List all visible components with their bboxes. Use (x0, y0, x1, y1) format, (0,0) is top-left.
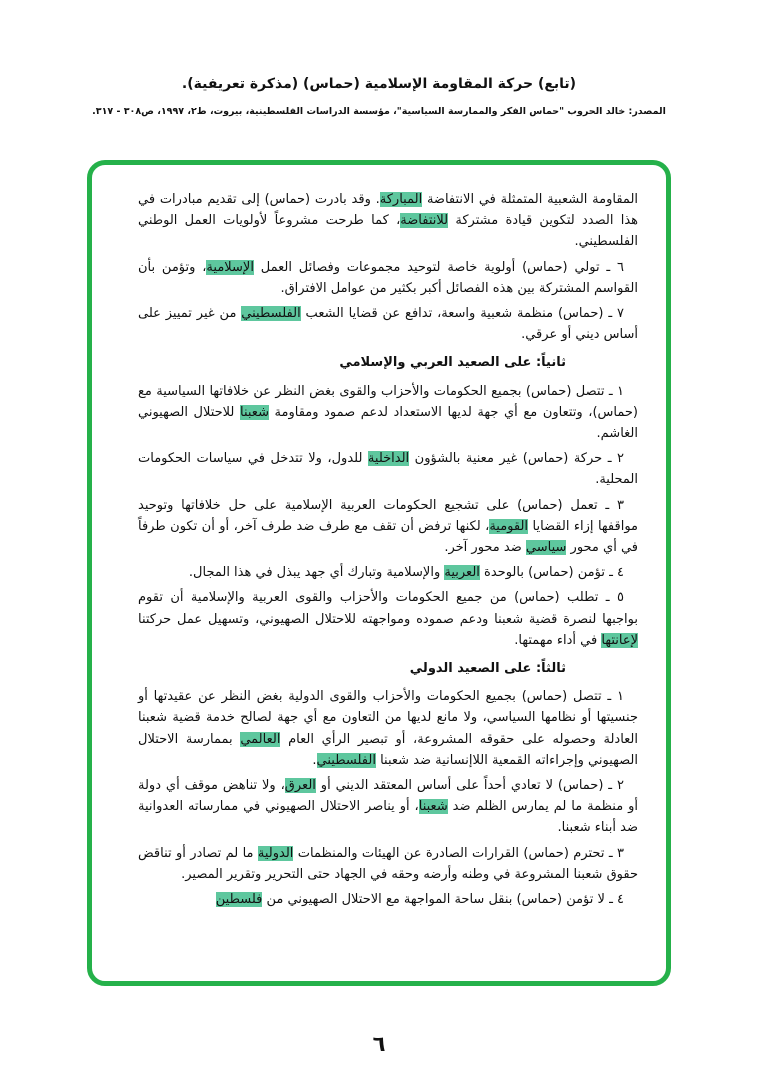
highlighted-word: الإسلامية (206, 259, 254, 275)
highlighted-word: الداخلية (367, 451, 410, 467)
body-paragraph: ٦ ـ تولي (حماس) أولوية خاصة لتوحيد مجموعات وفصائل العمل الإسلامية، وتؤمن بأن القواسم المشتركة بين هذه الفصائل أكبر بكثير من عوامل الافتراق. (138, 259, 638, 296)
highlighted-word: فلسطين (215, 892, 263, 908)
body-paragraph: ٧ ـ (حماس) منظمة شعبية واسعة، تدافع عن قضايا الشعب الفلسطيني من غير تمييز على أساس ديني أو عرقي. (138, 306, 638, 343)
body-paragraph: ٣ ـ تحترم (حماس) القرارات الصادرة عن الهيئات والمنظمات الدولية ما لم تصادر أو تناقض حقوق شعبنا المشروعة في وطنه وأرضه وحقه في الجهاد حتى التحرير وتقرير المصير. (138, 845, 638, 882)
highlighted-word: الفلسطيني (241, 306, 301, 322)
highlighted-word: الفلسطيني (316, 752, 376, 768)
document-title: (تابع) حركة المقاومة الإسلامية (حماس) (مذكرة تعريفية). (181, 76, 577, 92)
highlighted-word: العربية (444, 565, 480, 581)
highlighted-word: المباركة (379, 192, 423, 207)
body-paragraph: ٤ ـ لا تؤمن (حماس) بنقل ساحة المواجهة مع الاحتلال الصهيوني من فلسطين (215, 892, 624, 908)
highlighted-word: القومية (489, 518, 529, 534)
body-paragraph: المقاومة الشعبية المتمثلة في الانتفاضة المباركة. وقد بادرت (حماس) إلى تقديم مبادرات في هذا الصدد لتكوين قيادة مشتركة للانتفاضة، كما طرحت مشروعاً لأولويات العمل الوطني الفلسطيني. (138, 192, 639, 250)
highlighted-word: للانتفاضة (400, 213, 449, 229)
body-paragraph: ٢ ـ (حماس) لا تعادي أحداً على أساس المعتقد الديني أو العرق، ولا تناهض موقف أي دولة أو منظمة ما لم يمارس الظلم ضد شعبنا، أو يناصر الاحتلال الصهيوني في ممارساته العدوانية ضد أبناء شعبنا. (138, 778, 639, 836)
page-number: ٦ (372, 1032, 386, 1056)
highlighted-word: الدولية (257, 845, 294, 861)
page-footer (0, 1032, 758, 1056)
highlighted-word: العرق (284, 778, 316, 794)
body-paragraph: ٢ ـ حركة (حماس) غير معنية بالشؤون الداخلية للدول، ولا تتدخل في سياسات الحكومات المحلية. (138, 451, 638, 488)
content-border-box (87, 160, 671, 986)
highlighted-word: سياسي (525, 540, 567, 556)
body-paragraph: ٥ ـ تطلب (حماس) من جميع الحكومات والأحزاب والقوى العربية والإسلامية أن تقوم بواجبها لنصرة قضية شعبنا ودعم صموده ومواجهته للاحتلال الصهيوني، وتسهيل عمل حركتنا لإعانتها في أداء مهمتها. (138, 590, 638, 648)
section-heading: ثالثاً: على الصعيد الدولي (409, 661, 566, 677)
source-citation: المصدر: خالد الحروب "حماس الفكر والممارسة السياسية"، مؤسسة الدراسات الفلسطينية، بيروت، ط٢، ١٩٩٧، ص٣٠٨ - ٣١٧. (92, 106, 666, 117)
body-paragraph: ١ ـ تتصل (حماس) بجميع الحكومات والأحزاب والقوى بغض النظر عن خلافاتها السياسية مع (حماس)، وتتعاون مع أي جهة لديها الاستعداد لدعم صمود ومقاومة شعبنا للاحتلال الصهيوني الغاشم. (138, 383, 638, 442)
body-paragraph: ٤ ـ تؤمن (حماس) بالوحدة العربية والإسلامية وتبارك أي جهد يبذل في هذا المجال. (188, 565, 624, 581)
highlighted-word: شعبنا (239, 404, 269, 420)
section-heading: ثانياً: على الصعيد العربي والإسلامي (339, 355, 566, 371)
body-paragraph: ١ ـ تتصل (حماس) بجميع الحكومات والأحزاب والقوى الدولية بغض النظر عن عقيدتها أو جنسيتها أو نظامها السياسي، ولا مانع لديها من التعاون مع أي جهة لصالح خدمة قضية شعبنا العادلة وحصوله على حقوقه المشروعة، أو تبصير الرأي العام العالمي بممارسة الاحتلال الصهيوني وإجراءاته القمعية اللاإنسانية ضد شعبنا الفلسطيني. (138, 689, 639, 768)
highlighted-word: شعبنا (418, 799, 448, 815)
highlighted-word: لإعانتها (601, 632, 638, 648)
document-body (92, 165, 666, 910)
body-paragraph: ٣ ـ تعمل (حماس) على تشجيع الحكومات العربية الإسلامية على حل خلافاتها وتوحيد مواقفها إزاء القضايا القومية، لكنها ترفض أن تقف مع طرف ضد طرف آخر، أو أن تكون طرفاً في أي محور سياسي ضد محور آخر. (138, 497, 638, 556)
highlighted-word: العالمي (240, 731, 281, 747)
